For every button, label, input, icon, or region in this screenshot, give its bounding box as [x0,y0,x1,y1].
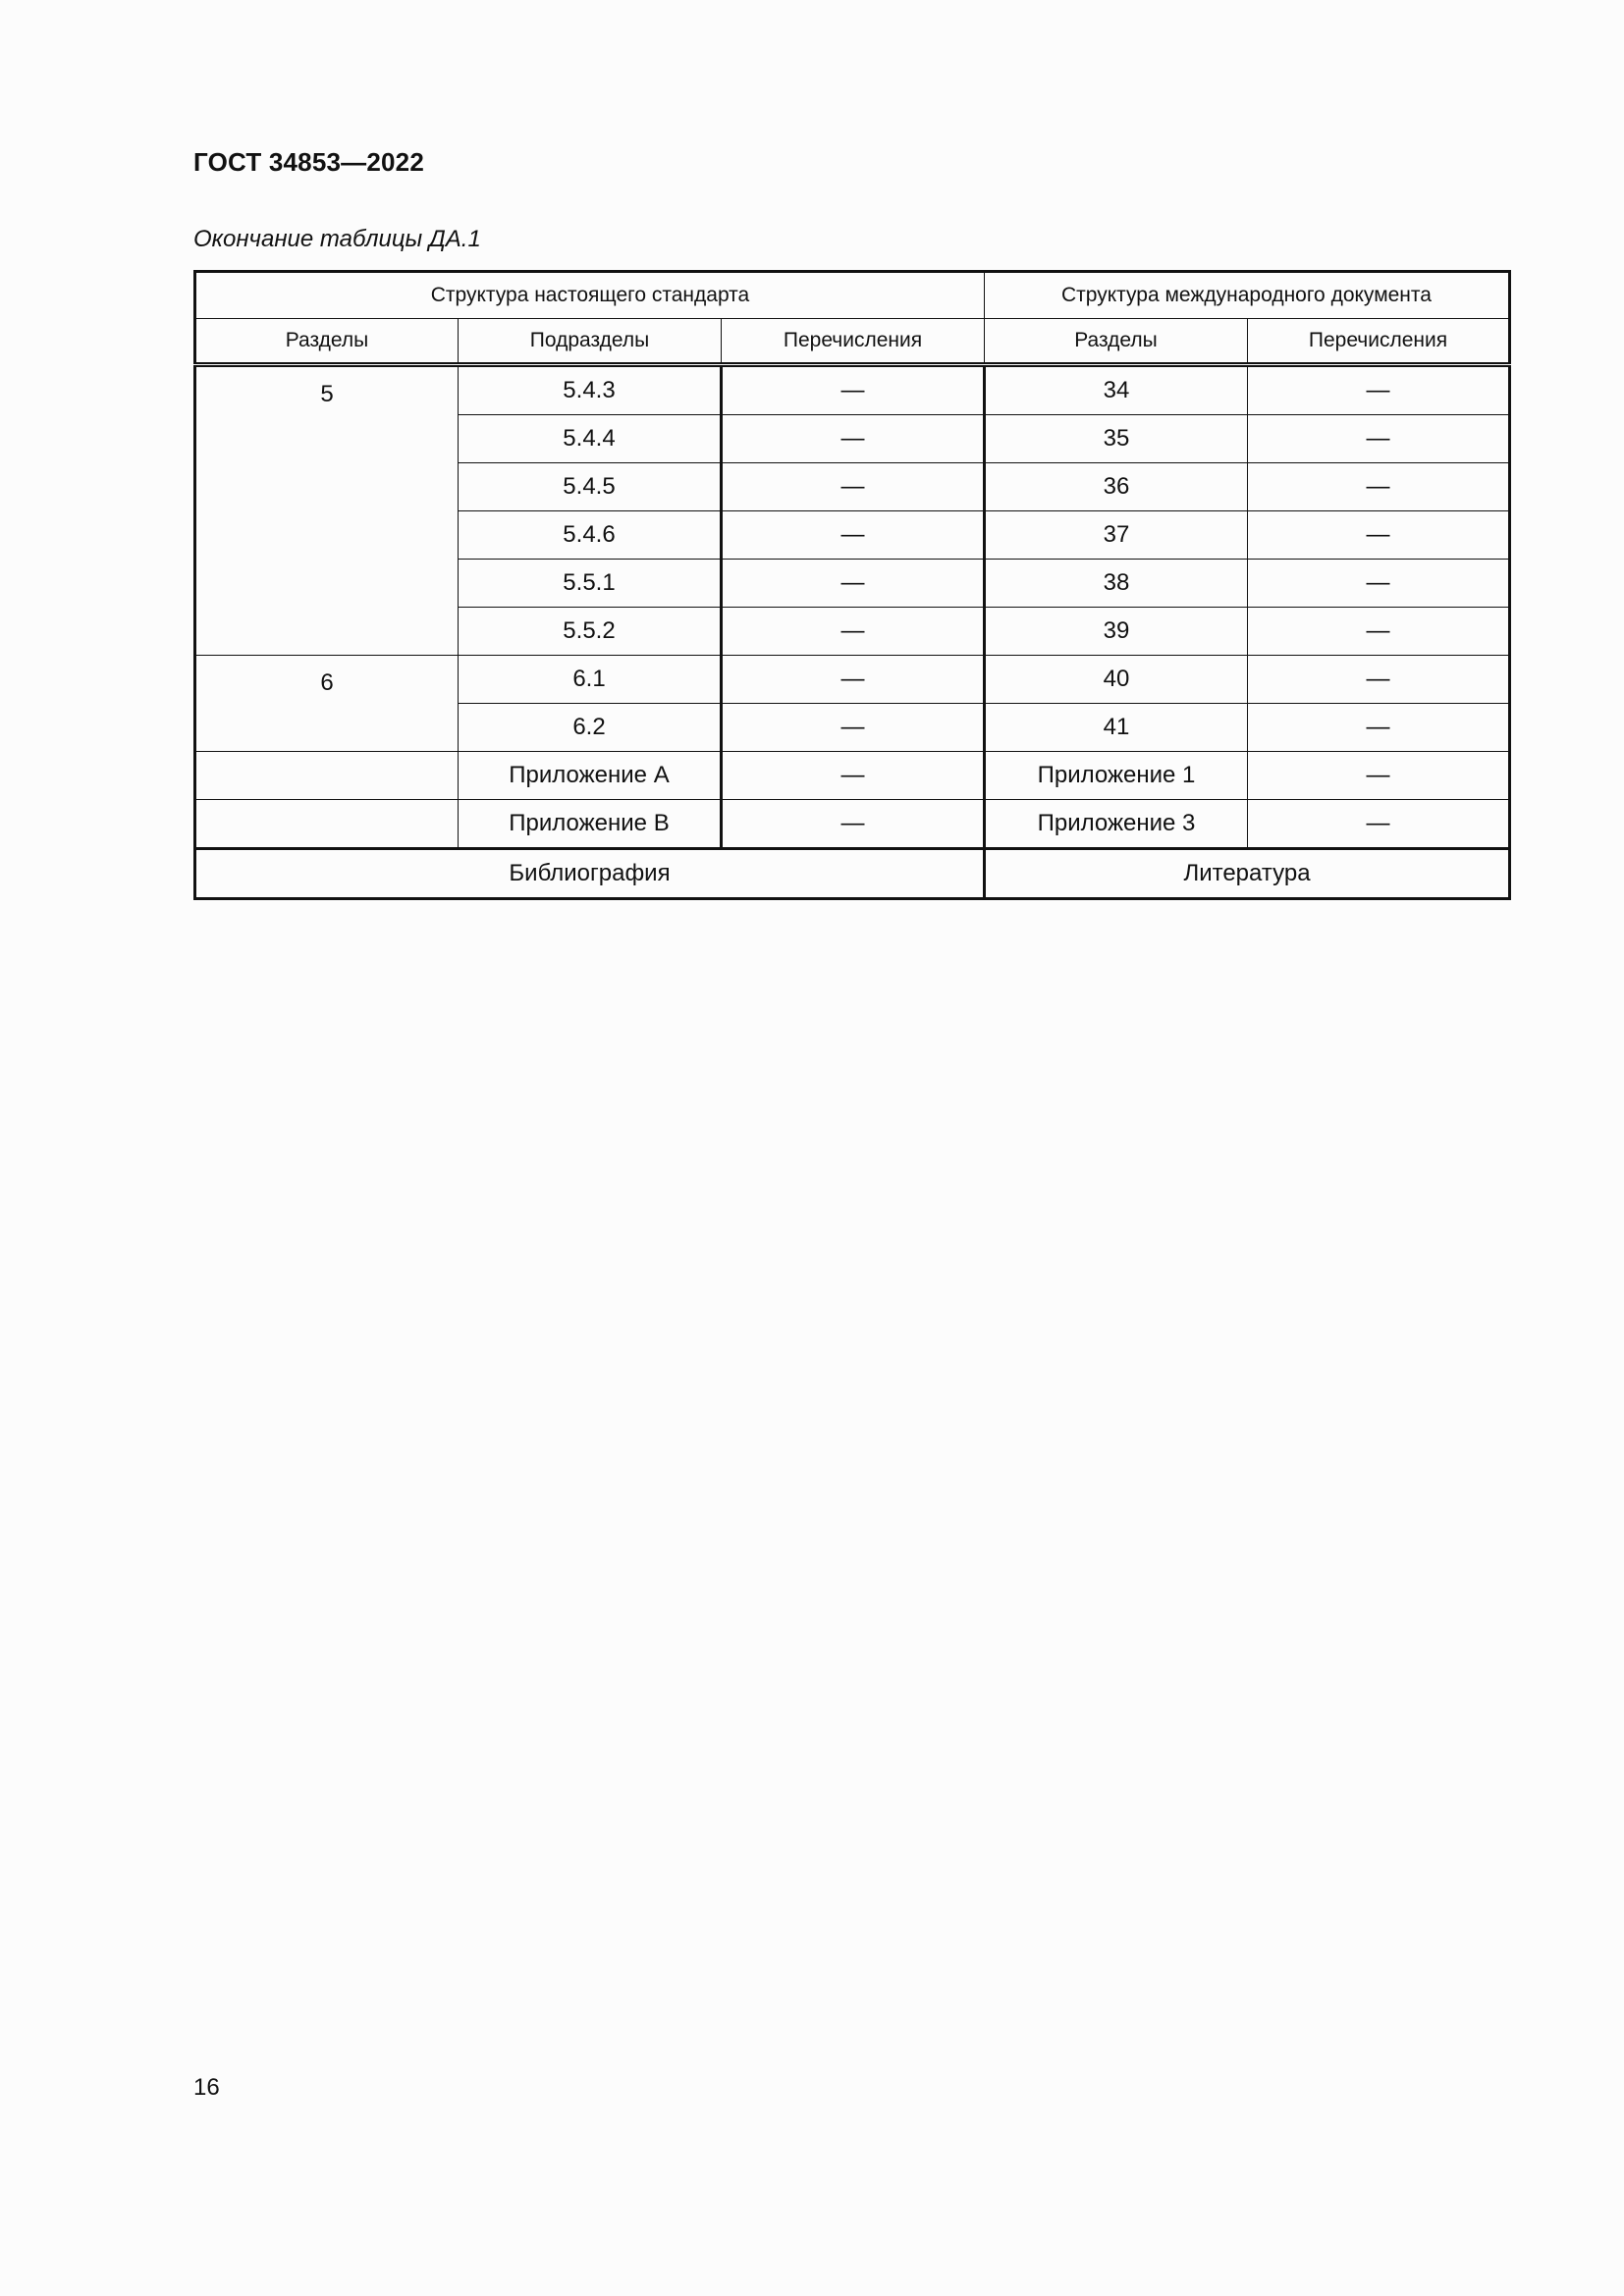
intl-section-cell: 34 [985,365,1248,415]
correspondence-table [193,270,1511,900]
subsection-cell: 5.5.1 [459,560,722,608]
intl-section-cell: 40 [985,656,1248,704]
column-header: Разделы [195,319,459,365]
group-header-current: Структура настоящего стандарта [195,272,985,319]
subsection-cell: Приложение В [459,800,722,849]
intl-section-cell: 36 [985,463,1248,511]
appendix-row [195,752,1510,800]
intl-enumeration-cell: — [1248,511,1510,560]
table-row [195,365,1510,415]
bibliography-cell: Библиография [195,849,985,899]
column-header: Перечисления [722,319,985,365]
subsection-cell: 6.2 [459,704,722,752]
intl-enumeration-cell: — [1248,752,1510,800]
enumeration-cell: — [722,704,985,752]
subsection-cell: 5.4.5 [459,463,722,511]
page-number: 16 [193,2074,220,2101]
section-cell [195,800,459,849]
enumeration-cell: — [722,415,985,463]
intl-section-cell: Приложение 1 [985,752,1248,800]
appendix-row [195,800,1510,849]
intl-section-cell: Приложение 3 [985,800,1248,849]
intl-section-cell: 38 [985,560,1248,608]
enumeration-cell: — [722,463,985,511]
section-cell: 6 [195,656,459,752]
intl-enumeration-cell: — [1248,415,1510,463]
subsection-cell: 5.4.3 [459,365,722,415]
intl-enumeration-cell: — [1248,365,1510,415]
table-body [195,365,1510,899]
intl-section-cell: 41 [985,704,1248,752]
subsection-cell: 5.4.4 [459,415,722,463]
intl-enumeration-cell: — [1248,463,1510,511]
enumeration-cell: — [722,608,985,656]
enumeration-cell: — [722,752,985,800]
table-caption: Окончание таблицы ДА.1 [193,226,481,252]
intl-enumeration-cell: — [1248,560,1510,608]
table-row [195,656,1510,704]
intl-enumeration-cell: — [1248,656,1510,704]
subsection-cell: 5.5.2 [459,608,722,656]
column-header: Перечисления [1248,319,1510,365]
intl-section-cell: 39 [985,608,1248,656]
intl-section-cell: 37 [985,511,1248,560]
enumeration-cell: — [722,365,985,415]
subsection-cell: Приложение А [459,752,722,800]
document-code: ГОСТ 34853—2022 [193,147,424,177]
enumeration-cell: — [722,800,985,849]
subsection-cell: 5.4.6 [459,511,722,560]
enumeration-cell: — [722,656,985,704]
references-cell: Литература [985,849,1510,899]
intl-enumeration-cell: — [1248,800,1510,849]
group-header-international: Структура международного документа [985,272,1510,319]
column-header: Подразделы [459,319,722,365]
intl-enumeration-cell: — [1248,608,1510,656]
section-cell [195,752,459,800]
intl-section-cell: 35 [985,415,1248,463]
intl-enumeration-cell: — [1248,704,1510,752]
subsection-cell: 6.1 [459,656,722,704]
enumeration-cell: — [722,511,985,560]
enumeration-cell: — [722,560,985,608]
bibliography-row [195,849,1510,899]
section-cell: 5 [195,365,459,656]
column-header: Разделы [985,319,1248,365]
